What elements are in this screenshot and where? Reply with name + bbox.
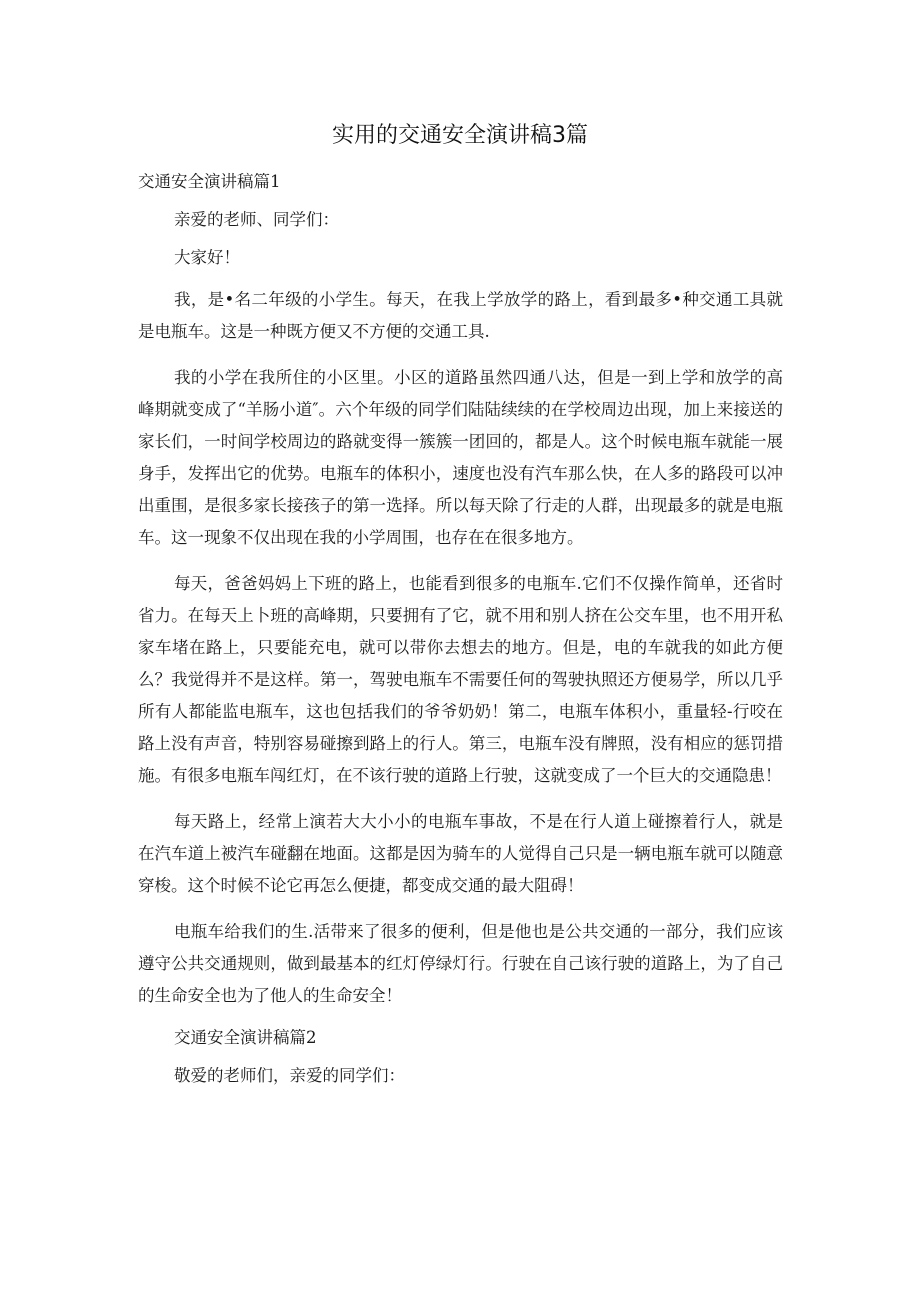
section-1-heading: 交通安全演讲稿篇1 [138, 172, 281, 191]
paragraph-4: 每天路上，经常上演若大大小小的电瓶车事故，不是在行人道上碰擦着行人，就是在汽车道上被汽车碰翻在地面。这都是因为骑车的人觉得自己只是一辆电瓶车就可以随意穿梭。这个时候不论它再怎么便捷，都变成交通的最大阻碍！ [138, 812, 783, 895]
document-title: 实用的交通安全演讲稿3篇 [332, 123, 588, 148]
document-body [138, 170, 783, 1102]
greeting-2: 敬爱的老师们，亲爱的同学们： [174, 1066, 405, 1085]
paragraph-5: 电瓶车给我们的生.活带来了很多的便利，但是他也是公共交通的一部分，我们应该遵守公共交通规则，做到最基本的红灯停绿灯行。行驶在自己该行驶的道路上，为了自己的生命安全也为了他人的生命安全！ [138, 922, 783, 1005]
paragraph-1: 我，是•名二年级的小学生。每天，在我上学放学的路上，看到最多•种交通工具就是电瓶车。这是一种既方便又不方便的交通工具. [138, 290, 783, 341]
greeting-1: 亲爱的老师、同学们： [174, 210, 339, 229]
paragraph-2: 我的小学在我所住的小区里。小区的道路虽然四通八达，但是一到上学和放学的高峰期就变成了“羊肠小道″。六个年级的同学们陆陆续续的在学校周边出现，加上来接送的家长们，一时间学校周边的路就变得一簇簇一团回的，都是人。这个时候电瓶车就能一展身手，发挥出它的优势。电瓶车的体积小，速度也没有汽车那么快，在人多的路段可以冲出重围，是很多家长接孩子的第一选择。所以每天除了行走的人群，出现最多的就是电瓶车。这一现象不仅出现在我的小学周围，也存在在很多地方。 [138, 368, 783, 547]
section-2-heading: 交通安全演讲稿篇2 [174, 1028, 317, 1047]
hello-line: 大家好！ [174, 248, 240, 267]
paragraph-3: 每天，爸爸妈妈上下班的路上，也能看到很多的电瓶车.它们不仅操作简单，还省时省力。在每天上卜班的高峰期，只要拥有了它，就不用和别人挤在公交车里，也不用开私家车堵在路上，只要能充电，就可以带你去想去的地方。但是，电的车就我的如此方便么？我觉得并不是这样。第一，驾驶电瓶车不需要任何的驾驶执照还方便易学，所以几乎所有人都能监电瓶车，这也包括我们的爷爷奶奶！第二，电瓶车体积小，重量轻-行咬在路上没有声音，特别容易碰擦到路上的行人。第三，电瓶车没有牌照，没有相应的惩罚措施。有很多电瓶车闯红灯，在不该行驶的道路上行驶，这就变成了一个巨大的交通隐患！ [138, 574, 783, 785]
